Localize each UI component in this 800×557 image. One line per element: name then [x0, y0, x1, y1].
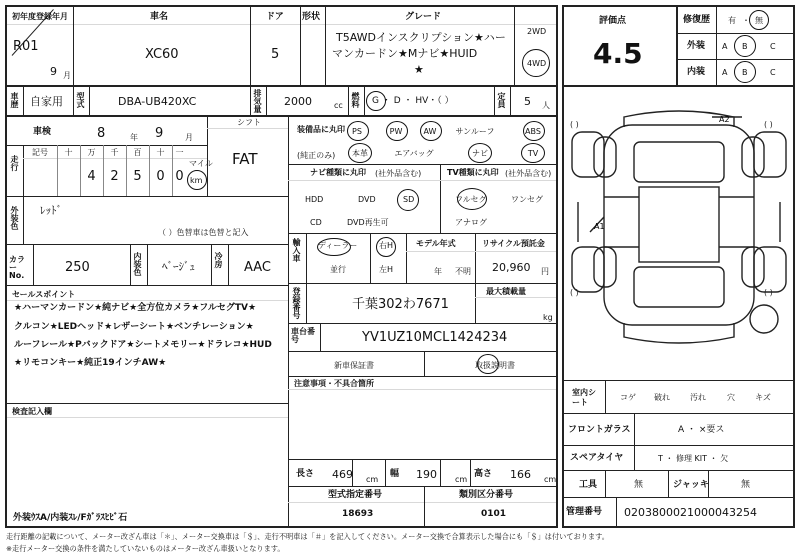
- nav-cd: CD: [310, 218, 322, 227]
- digit-header: 千: [110, 148, 119, 157]
- grade-line-3: ★: [414, 63, 424, 76]
- model-year-unit: 年: [434, 267, 442, 276]
- mileage-digit: 0: [175, 169, 184, 184]
- footer-line-1: 走行距離の記載について、メーター改ざん車は「＊」、メーター交換車は「＄」、走行不明車は「＃」を記入してください。メーター交換で合算表示した場合にも「＄」は付いております。: [6, 532, 609, 541]
- tv-sub: (社外品含む): [505, 169, 552, 178]
- score-label: 評価点: [599, 16, 627, 26]
- usage-label: 車歴: [10, 92, 19, 108]
- tv-label: TV種類に丸印: [447, 168, 499, 177]
- width-label: 幅: [390, 469, 400, 479]
- registration-label: 登録番号: [292, 287, 301, 319]
- sheet-option: コゲ: [620, 393, 636, 402]
- repair-yes: 有: [728, 16, 736, 25]
- door-label: ドア: [266, 12, 284, 22]
- month-unit: 月: [63, 71, 71, 80]
- equipment-item: TV: [527, 149, 539, 158]
- digit-header: 百: [133, 148, 142, 157]
- sales-line-4: ★リモコンキー★純正19インチAW★: [14, 358, 167, 368]
- inspection-year-unit: 年: [130, 133, 138, 142]
- equipment-label: 装備品に丸印: [297, 125, 345, 134]
- fuel-options: G ・ D ・ HV・（ ）: [372, 96, 454, 106]
- mileage-digit: 0: [156, 169, 165, 184]
- mile-label: マイル: [189, 159, 213, 168]
- model-year-unknown: 不明: [455, 267, 471, 276]
- sheet-option: 汚れ: [690, 393, 706, 402]
- type-no-label: 型式指定番号: [328, 490, 383, 500]
- shape-label: 形状: [302, 12, 321, 22]
- spare-value: T ・ 修理 KIT ・ 欠: [658, 454, 729, 463]
- jack-value: 無: [741, 480, 751, 490]
- model-year-label: モデル年式: [416, 239, 456, 248]
- sheet-option: キズ: [755, 393, 771, 402]
- interior-b: B: [742, 68, 748, 77]
- exterior-color: ﾚｯﾄﾞ: [40, 204, 62, 217]
- interior-color: ﾍﾞｰｼﾞｭ: [162, 260, 195, 273]
- height-cm: cm: [544, 475, 557, 484]
- interior-grade-label: 内装: [687, 67, 706, 77]
- inspector-note: 外装ｳｽA/内装ｽﾚ/Fｶﾞﾗｽﾋﾋﾞ石: [13, 513, 128, 523]
- paren-br: ( ): [764, 288, 773, 297]
- exterior-a: A: [722, 42, 728, 51]
- digit-header: 万: [87, 148, 96, 157]
- dealer: ディーラー: [318, 241, 358, 250]
- exterior-color-label: 外装色: [10, 206, 19, 230]
- shift-value: FAT: [232, 150, 258, 168]
- fuel-label: 燃料: [351, 92, 360, 108]
- yen-unit: 円: [541, 267, 549, 276]
- manual: 取扱説明書: [475, 361, 515, 370]
- digit-header: 十: [64, 148, 73, 157]
- kg-unit: kg: [543, 313, 553, 322]
- width-cm: cm: [455, 475, 468, 484]
- equipment-sub: (純正のみ): [297, 151, 336, 160]
- shift-label: シフト: [237, 118, 261, 127]
- grade-line-1: T5AWDインスクリプション★ハー: [336, 31, 506, 44]
- sheet-option: 穴: [727, 393, 735, 402]
- capacity: 5: [524, 95, 531, 108]
- parallel: 並行: [330, 265, 346, 274]
- nav-dvd: DVD: [358, 195, 376, 204]
- digit-header: 記号: [32, 148, 48, 157]
- warranty: 新車保証書: [334, 361, 374, 370]
- max-load-label: 最大積載量: [486, 287, 526, 296]
- paren-tl: ( ): [570, 120, 579, 129]
- person-unit: 人: [542, 101, 550, 110]
- recycle-label: リサイクル預託金: [482, 239, 545, 248]
- width-value: 190: [416, 468, 437, 481]
- car-name-label: 車名: [150, 12, 169, 22]
- inspection-month-unit: 月: [185, 133, 193, 142]
- inspection-year: 8: [97, 126, 106, 141]
- tools-value: 無: [634, 480, 644, 490]
- tv-fullseg: フルセグ: [455, 195, 487, 204]
- car-name: XC60: [145, 47, 179, 62]
- tv-analog: アナログ: [455, 218, 487, 227]
- sales-points-label: セールスポイント: [12, 290, 76, 299]
- equipment-item: PS: [352, 127, 362, 136]
- handle: 右H: [379, 241, 394, 250]
- nav-sub: (社外品含む): [375, 169, 422, 178]
- jack-label: ジャッキ: [673, 480, 709, 490]
- first-reg-era: R01: [13, 39, 39, 54]
- paren-tr: ( ): [764, 120, 773, 129]
- sales-line-1: ★ハーマンカードン★純ナビ★全方位カメラ★フルセグTV★: [14, 303, 257, 313]
- exterior-c: C: [770, 42, 776, 51]
- displacement-label: 排気量: [253, 89, 262, 113]
- sheet-option: 破れ: [654, 393, 670, 402]
- vin-label: 車台番号: [291, 327, 315, 344]
- class-no-label: 類別区分番号: [459, 490, 514, 500]
- windshield-label: フロントガラス: [568, 425, 631, 435]
- notes-label: 注意事項・不具合箇所: [294, 379, 374, 388]
- repaint-note: （ ）色替車は色替と記入: [158, 228, 249, 237]
- import-label: 輸入車: [292, 238, 301, 262]
- paren-bl: ( ): [570, 288, 579, 297]
- ac-label: 冷房: [214, 252, 223, 268]
- interior-color-label: 内装色: [133, 252, 142, 276]
- equipment-item: AW: [423, 127, 437, 136]
- km-label: km: [190, 176, 203, 185]
- tools-label: 工具: [579, 480, 598, 490]
- registration-value: 千葉302わ7671: [352, 297, 449, 312]
- equipment-item: エアバッグ: [394, 149, 434, 158]
- usage: 自家用: [30, 95, 63, 108]
- first-reg-month: 9: [50, 65, 57, 78]
- height-label: 高さ: [474, 469, 493, 479]
- management-value: 0203800021000043254: [624, 506, 757, 519]
- capacity-label: 定員: [497, 92, 506, 108]
- drive-4wd: 4WD: [527, 59, 547, 68]
- color-no-label: カラーNo.: [9, 255, 25, 280]
- digit-header: 十: [156, 148, 165, 157]
- repair-label: 修復歴: [683, 15, 711, 25]
- mileage-label: 走行: [10, 155, 19, 171]
- exterior-b: B: [742, 42, 748, 51]
- inspection-month: 9: [155, 126, 164, 141]
- repair-no: 無: [755, 16, 763, 25]
- grade-label: グレード: [405, 12, 442, 22]
- nav-hdd: HDD: [305, 195, 324, 204]
- length-value: 469: [332, 468, 353, 481]
- color-no: 250: [65, 260, 90, 275]
- vin-value: YV1UZ10MCL1424234: [362, 330, 508, 345]
- nav-dvd-play: DVD再生可: [347, 218, 389, 227]
- drive-2wd: 2WD: [527, 27, 547, 36]
- class-no: 0101: [481, 509, 507, 519]
- interior-a: A: [722, 68, 728, 77]
- mileage-digit: 4: [87, 169, 96, 184]
- exterior-grade-label: 外装: [687, 41, 706, 51]
- digit-header: 一: [175, 148, 184, 157]
- equipment-item: PW: [389, 127, 403, 136]
- ac-value: AAC: [244, 260, 271, 275]
- equipment-item: 本革: [352, 149, 368, 158]
- first-reg-label: 初年度登録年月: [12, 12, 68, 21]
- model: DBA-UB420XC: [118, 95, 197, 108]
- footer-line-2: ※走行メーター交換の条件を満たしていないものはメーター改ざん車扱いとなります。: [6, 544, 285, 553]
- inspector-label: 検査記入欄: [12, 407, 52, 416]
- nav-label: ナビ種類に丸印: [310, 168, 366, 177]
- sales-line-3: ルーフレール★Pバックドア★シートメモリー★ドラレコ★HUD: [14, 340, 272, 350]
- spare-label: スペアタイヤ: [570, 453, 624, 463]
- height-value: 166: [510, 468, 531, 481]
- grade-line-2: マンカードン★Mナビ★HUID: [332, 47, 478, 60]
- model-label: 型式: [76, 92, 85, 108]
- inspection-label: 車検: [33, 127, 52, 137]
- mileage-digit: 2: [110, 169, 119, 184]
- equipment-item: ナビ: [472, 149, 488, 158]
- label-a1: A1: [594, 222, 605, 231]
- label-a2: A2: [719, 115, 730, 124]
- mileage-digit: 5: [133, 169, 142, 184]
- equipment-item: サンルーフ: [455, 127, 495, 136]
- equipment-item: ABS: [525, 127, 541, 136]
- management-label: 管理番号: [566, 507, 603, 517]
- tv-oneseg: ワンセグ: [511, 195, 543, 204]
- score-value: 4.5: [593, 37, 643, 70]
- nav-sd: SD: [403, 195, 415, 204]
- displacement: 2000: [284, 95, 312, 108]
- cc-unit: cc: [334, 101, 343, 110]
- door-count: 5: [271, 47, 280, 62]
- type-no: 18693: [342, 509, 374, 519]
- left-h: 左H: [379, 265, 394, 274]
- car-damage-diagram: [564, 87, 793, 380]
- windshield-value: A ・ ×要ス: [678, 425, 725, 435]
- length-cm: cm: [366, 475, 379, 484]
- interior-sheet-label: 室内シート: [572, 388, 596, 407]
- length-label: 長さ: [296, 469, 315, 479]
- recycle-value: 20,960: [492, 261, 531, 274]
- sales-line-2: クルコン★LEDヘッド★レザーシート★ベンチレーション★: [14, 322, 254, 332]
- interior-c: C: [770, 68, 776, 77]
